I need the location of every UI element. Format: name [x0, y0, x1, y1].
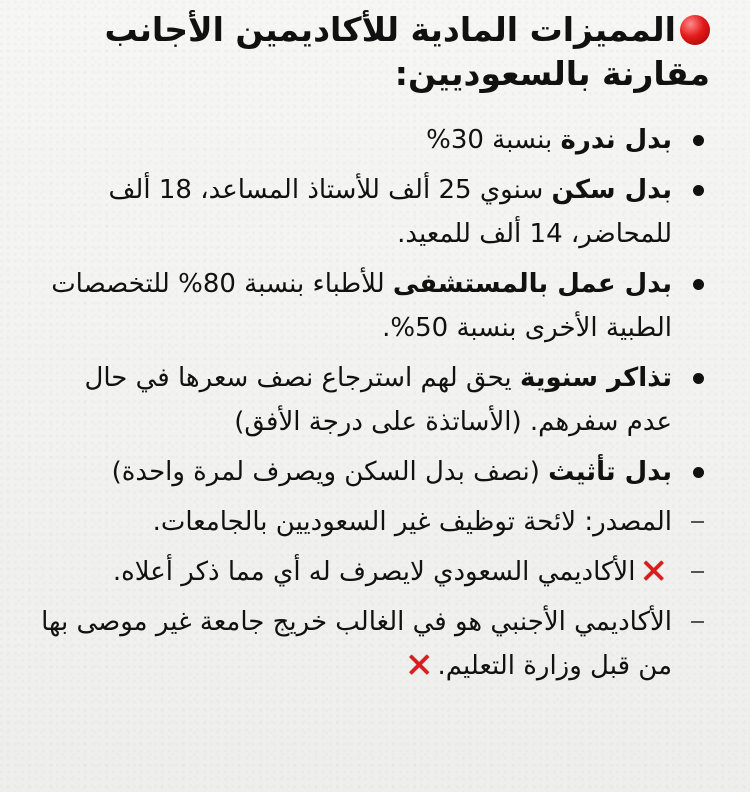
list-item	[40, 450, 710, 494]
note-item	[40, 600, 710, 688]
document-title	[30, 8, 710, 96]
bullet-icon	[693, 467, 704, 478]
item-label: بدل ندرة	[560, 125, 672, 155]
dash-icon	[691, 621, 704, 623]
item-text: للأطباء بنسبة 80% للتخصصات الطبية الأخرى بنسبة 50%.	[51, 269, 672, 343]
list-item	[40, 118, 710, 162]
item-label: بدل سكن	[551, 175, 672, 205]
note-item	[40, 550, 710, 594]
list-item	[40, 262, 710, 350]
item-label: بدل تأثيث	[548, 457, 672, 487]
item-text: (نصف بدل السكن ويصرف لمرة واحدة)	[111, 457, 549, 487]
item-label: تذاكر سنوية	[519, 363, 672, 393]
title-text: المميزات المادية للأكاديمين الأجانب مقارنة بالسعوديين:	[104, 10, 710, 93]
red-x-icon: ✕	[639, 552, 668, 592]
bullet-icon	[693, 279, 704, 290]
item-text: سنوي 25 ألف للأستاذ المساعد، 18 ألف للمحاضر، 14 ألف للمعيد.	[108, 175, 672, 249]
note-text: المصدر: لائحة توظيف غير السعوديين بالجامعات.	[152, 507, 672, 537]
list-item	[40, 168, 710, 256]
list-item	[40, 356, 710, 444]
item-text: بنسبة 30%	[426, 125, 561, 155]
bullet-icon	[693, 373, 704, 384]
bullet-icon	[693, 185, 704, 196]
red-x-icon: ✕	[404, 646, 434, 686]
bullet-icon	[693, 135, 704, 146]
note-text: الأكاديمي السعودي لايصرف له أي مما ذكر أعلاه.	[112, 557, 636, 587]
item-label: بدل عمل بالمستشفى	[392, 269, 672, 299]
dash-icon	[691, 571, 704, 573]
item-text: يحق لهم استرجاع نصف سعرها في حال عدم سفرهم. (الأساتذة على درجة الأفق)	[84, 363, 672, 437]
dash-icon	[691, 521, 704, 523]
note-item	[40, 500, 710, 544]
red-circle-icon	[680, 15, 710, 45]
benefits-list	[40, 118, 710, 694]
note-text: الأكاديمي الأجنبي هو في الغالب خريج جامعة غير موصى بها من قبل وزارة التعليم.	[41, 607, 672, 681]
